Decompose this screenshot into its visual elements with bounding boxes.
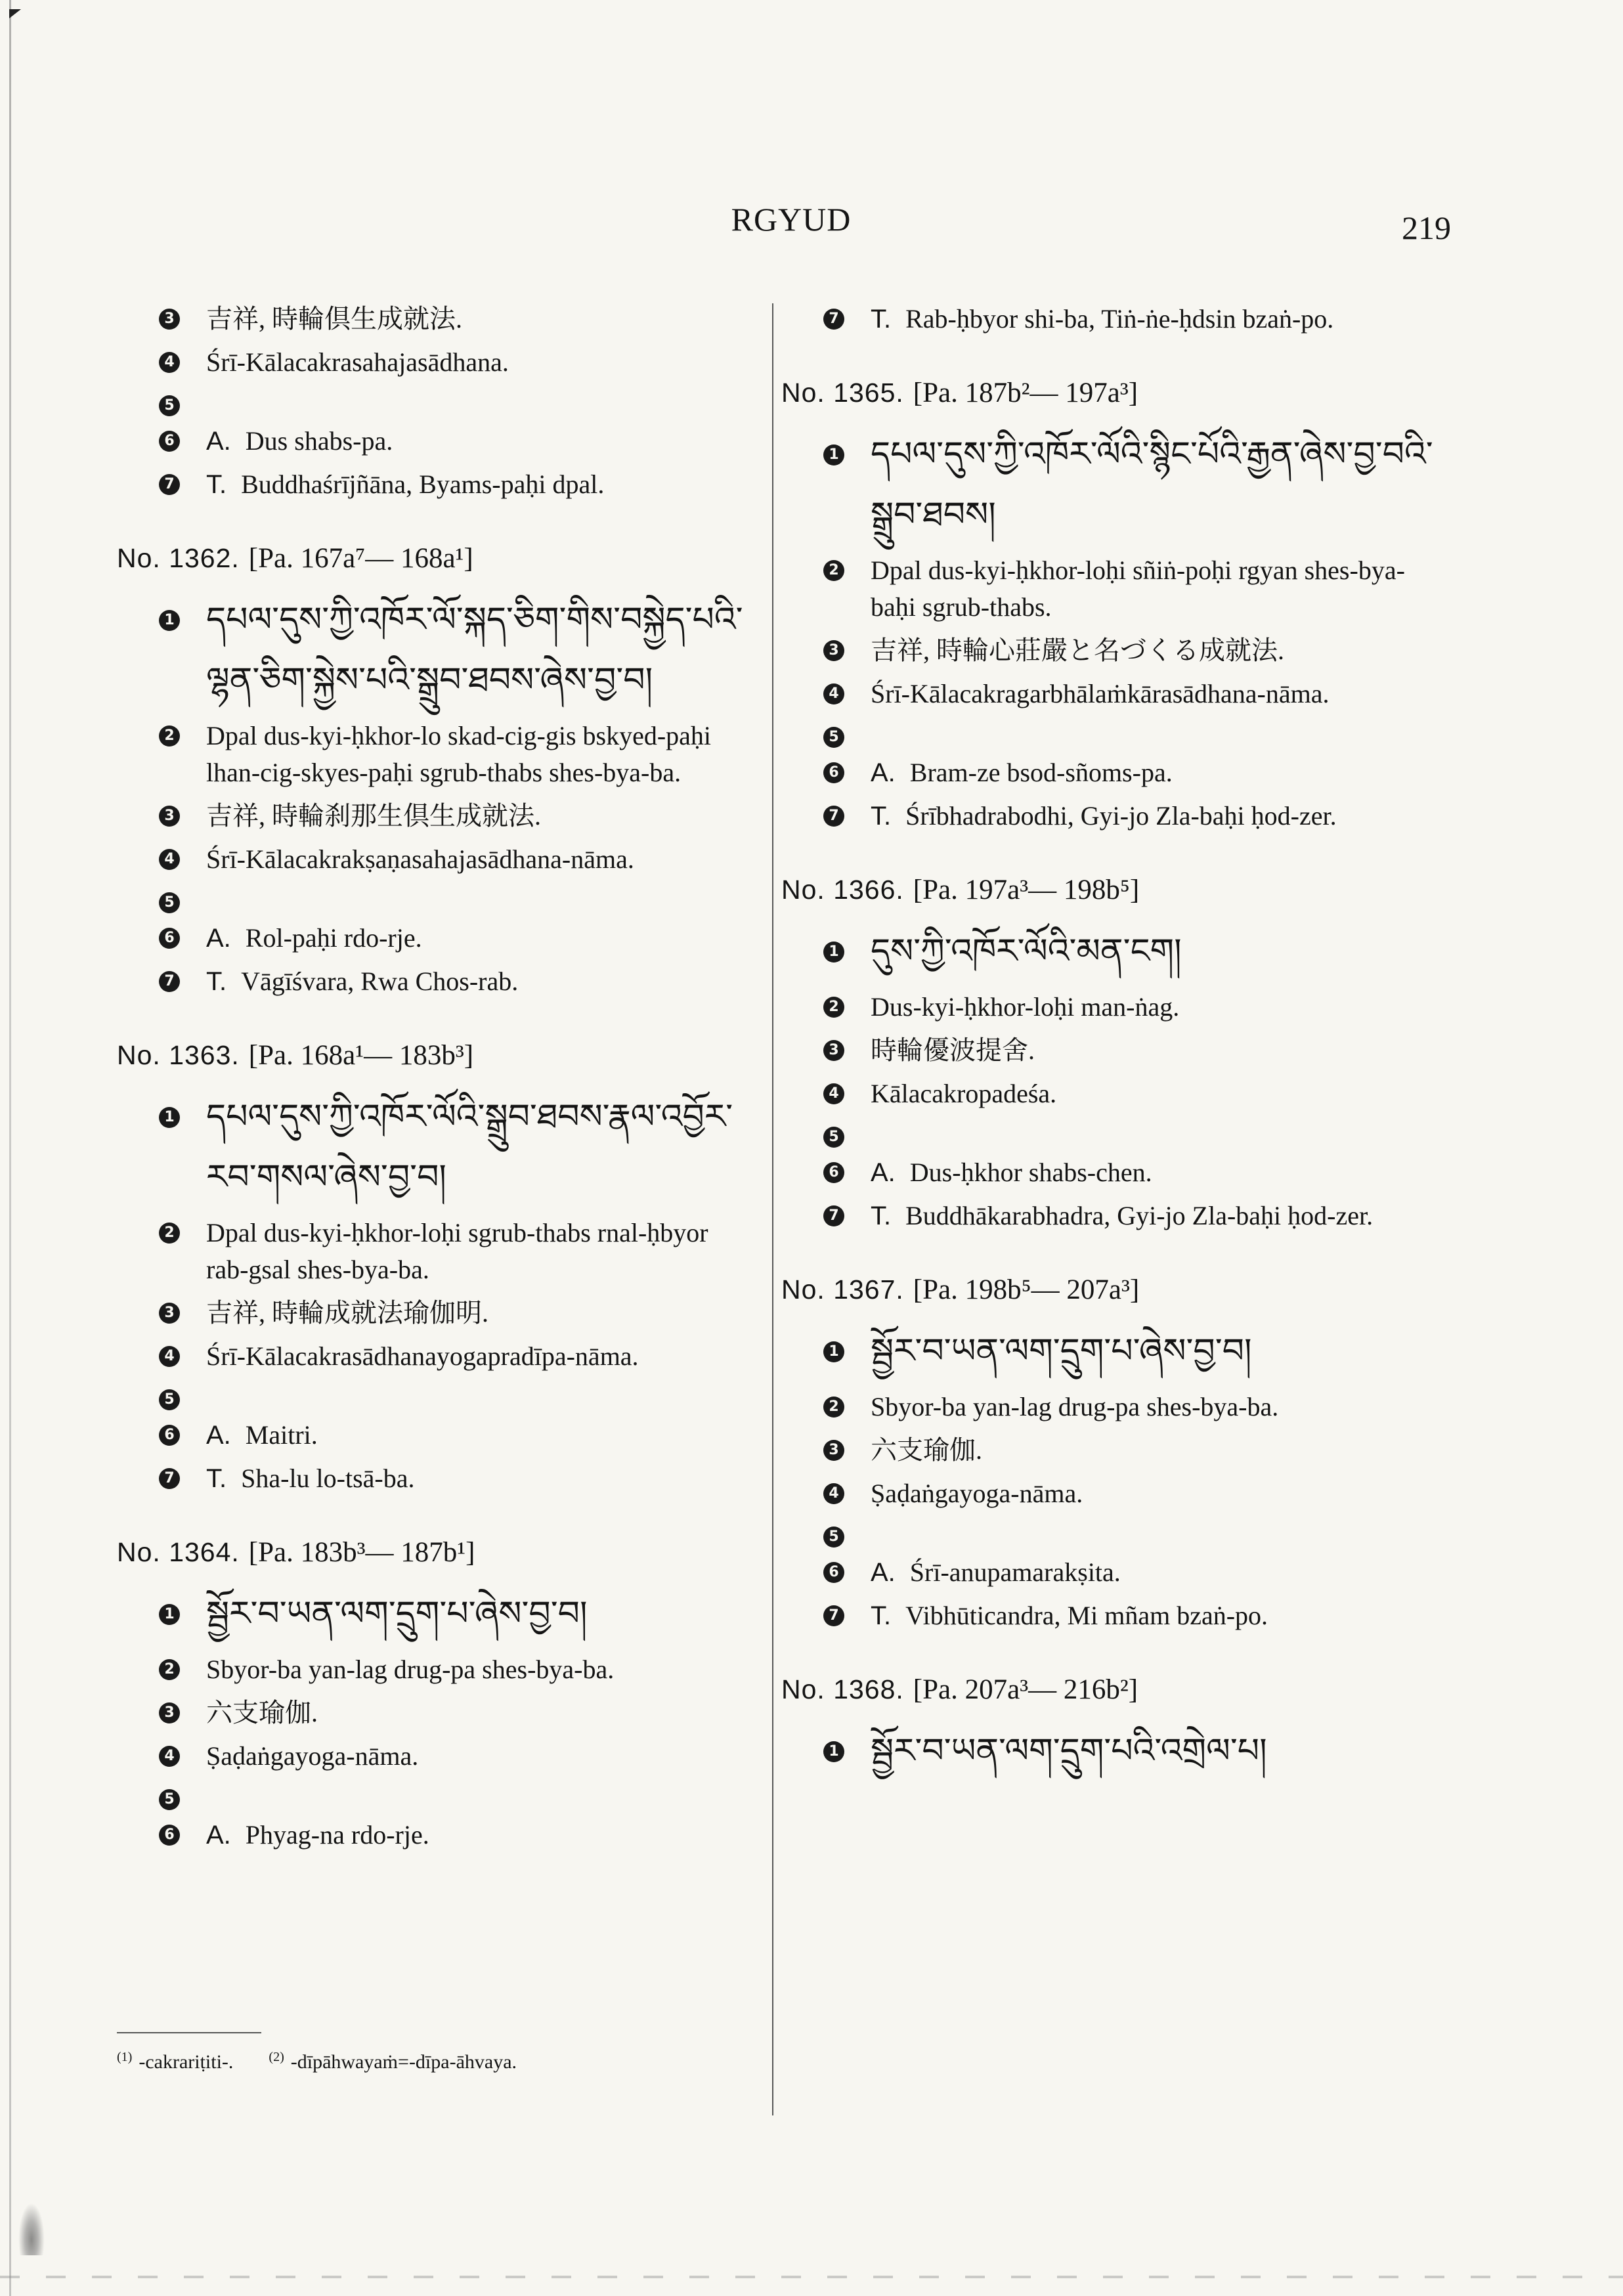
field-7 [781,798,1438,834]
field-6 [781,754,1438,791]
field-number-badge: 1 [823,444,844,466]
field-number-badge: 7 [823,1205,844,1226]
field-7 [117,1460,752,1497]
field-5 [781,1519,1438,1548]
entry-number: No. 1363. [117,1040,240,1070]
tibetan-title: སྦྱོར་བ་ཡན་ལག་དྲུག་པ་ཞེས་བྱ་བ། [206,1595,588,1633]
footnote-text: -cakrariṭiti-. [139,2051,234,2073]
footnote-mark: (2) [269,2050,284,2064]
footnotes [117,2050,747,2073]
field-3 [781,632,1438,669]
chinese-title: 吉祥, 時輪成就法瑜伽明. [206,1298,488,1328]
field-6 [781,1154,1438,1191]
field-2 [781,989,1438,1026]
entry-number: No. 1368. [781,1674,904,1704]
tibetan-title: དཔལ་དུས་ཀྱི་འཁོར་ལོའི་སྒྲུབ་ཐབས་རྣལ་འབྱོར་རབ་གསལ་ཞེས་བྱ་བ། [206,1098,733,1196]
role-label: A. [206,924,231,953]
field-number-badge: 1 [823,942,844,963]
person-line [871,1554,1438,1591]
chinese-title: 六支瑜伽. [871,1435,982,1465]
field-number-badge: 7 [159,1468,180,1489]
field-number-badge: 4 [823,1483,844,1504]
role-label: T. [871,802,892,831]
field-1 [117,1087,752,1208]
role-label: A. [871,1558,896,1587]
footnote [117,2050,233,2073]
field-number-badge: 2 [823,997,844,1018]
role-label: T. [871,305,892,334]
entry-folio-ref: [Pa. 207a³— 216b²] [913,1674,1138,1705]
entry-heading [117,1039,752,1072]
field-number-badge: 6 [159,928,180,949]
person-names: Buddhākarabhadra, Gyi-jo Zla-baḥi ḥod-zer. [905,1201,1374,1230]
field-7 [117,963,752,1000]
field-3 [117,1695,752,1731]
field-number-badge: 3 [159,1702,180,1723]
entry-folio-ref: [Pa. 168a¹— 183b³] [248,1040,474,1071]
roman-title: Sbyor-ba yan-lag drug-pa shes-bya-ba. [206,1655,615,1684]
field-number-badge: 3 [159,1303,180,1324]
field-3 [117,301,752,337]
field-number-badge: 3 [823,640,844,661]
role-label: A. [871,758,896,787]
field-4 [781,1075,1438,1112]
page-edge [9,0,11,2296]
person-names: Phyag-na rdo-rje. [245,1820,429,1850]
entry-number: No. 1365. [781,378,904,408]
person-names: Dus shabs-pa. [245,426,393,456]
field-5 [117,1381,752,1410]
field-number-badge: 7 [823,309,844,330]
field-number-badge: 3 [159,309,180,330]
field-number-badge: 4 [159,849,180,870]
person-line [206,963,752,1000]
person-line [871,1198,1438,1234]
field-number-badge: 3 [159,806,180,827]
field-1 [117,1584,752,1645]
roman-title: Śrī-Kālacakrasādhanayogapradīpa-nāma. [206,1341,639,1371]
right-column [781,294,1438,1788]
field-6 [117,920,752,957]
person-names: Maitri. [245,1420,318,1450]
left-column [117,294,752,1860]
role-label: T. [206,1464,227,1493]
roman-title: Dpal dus-kyi-ḥkhor-loḥi sgrub-thabs rnal-ḥbyor rab-gsal shes-bya-ba. [206,1218,708,1284]
field-number-badge: 2 [823,560,844,581]
field-number-badge: 6 [823,762,844,783]
entry-heading [781,377,1438,409]
tibetan-title: སྦྱོར་བ་ཡན་ལག་དྲུག་པའི་འགྲེལ་པ། [871,1733,1267,1770]
person-line [871,301,1438,337]
entry-heading [117,1536,752,1569]
footnote-rule [117,2032,261,2033]
field-2 [781,552,1438,626]
chinese-title: 時輪優波提舍. [871,1035,1035,1065]
field-5 [117,387,752,416]
person-names: Sha-lu lo-tsā-ba. [241,1463,415,1493]
person-names: Bram-ze bsod-sñoms-pa. [909,758,1173,787]
person-line [206,920,752,957]
roman-title: Kālacakropadeśa. [871,1079,1057,1108]
field-4 [117,1338,752,1375]
field-6 [117,1417,752,1454]
entry-heading [781,1674,1438,1706]
field-number-badge: 4 [159,352,180,373]
field-number-badge: 5 [159,395,180,416]
chinese-title: 吉祥, 時輪心莊嚴と名づくる成就法. [871,636,1284,665]
field-6 [117,1817,752,1853]
field-number-badge: 6 [159,1425,180,1446]
field-6 [117,423,752,460]
role-label: T. [871,1601,892,1630]
column-divider [772,303,773,2115]
person-line [871,798,1438,834]
person-line [206,1817,752,1853]
bottom-edge [0,2276,1623,2278]
role-label: A. [206,1421,231,1450]
field-number-badge: 1 [159,610,180,631]
person-line [871,754,1438,791]
tibetan-title: དཔལ་དུས་ཀྱི་འཁོར་ལོའི་སྙིང་པོའི་རྒྱན་ཞེས་བྱ་བའི་སྒྲུབ་ཐབས། [871,436,1433,534]
roman-title: Dpal dus-kyi-ḥkhor-loḥi sñiṅ-poḥi rgyan shes-bya-baḥi sgrub-thabs. [871,555,1405,622]
roman-title: Dus-kyi-ḥkhor-loḥi man-ṅag. [871,992,1180,1022]
field-4 [781,1475,1438,1512]
field-number-badge: 7 [823,1605,844,1626]
field-number-badge: 7 [823,806,844,827]
roman-title: Ṣaḍaṅgayoga-nāma. [206,1741,419,1771]
field-number-badge: 5 [159,892,180,913]
person-names: Śrī-anupamarakṣita. [909,1557,1121,1587]
field-number-badge: 4 [823,683,844,704]
person-line [871,1154,1438,1191]
field-2 [117,1651,752,1688]
person-names: Vāgīśvara, Rwa Chos-rab. [241,966,519,996]
entry-number: No. 1367. [781,1274,904,1305]
field-5 [781,1119,1438,1148]
person-line [206,466,752,503]
field-7 [781,301,1438,337]
roman-title: Śrī-Kālacakrakṣaṇasahajasādhana-nāma. [206,844,634,874]
field-number-badge: 2 [823,1397,844,1418]
person-line [871,1597,1438,1634]
field-2 [117,718,752,791]
field-1 [781,425,1438,546]
field-3 [117,1295,752,1332]
roman-title: Sbyor-ba yan-lag drug-pa shes-bya-ba. [871,1392,1279,1421]
person-line [206,1460,752,1497]
field-number-badge: 6 [159,1825,180,1846]
field-2 [781,1389,1438,1425]
role-label: A. [206,427,231,456]
roman-title: Śrī-Kālacakragarbhālaṁkārasādhana-nāma. [871,679,1330,708]
field-1 [781,1722,1438,1782]
entry-folio-ref: [Pa. 183b³— 187b¹] [248,1537,475,1568]
field-4 [781,676,1438,712]
chinese-title: 吉祥, 時輪倶生成就法. [206,304,462,334]
role-label: A. [206,1821,231,1850]
field-1 [781,922,1438,982]
field-number-badge: 5 [159,1389,180,1410]
field-number-badge: 1 [823,1341,844,1362]
field-number-badge: 1 [159,1107,180,1128]
field-number-badge: 7 [159,971,180,992]
field-4 [117,841,752,878]
tibetan-title: དཔལ་དུས་ཀྱི་འཁོར་ལོ་སྐད་ཅིག་གིས་བསྐྱེད་པའི་ལྷན་ཅིག་སྐྱེས་པའི་སྒྲུབ་ཐབས་ཞེས་བྱ་བ། [206,601,743,699]
chinese-title: 吉祥, 時輪刹那生倶生成就法. [206,801,541,831]
person-line [206,423,752,460]
field-number-badge: 5 [823,727,844,748]
field-7 [781,1597,1438,1634]
field-4 [117,344,752,381]
field-3 [781,1432,1438,1469]
entry-folio-ref: [Pa. 167a⁷— 168a¹] [248,543,473,574]
entry-number: No. 1364. [117,1537,240,1567]
role-label: T. [206,470,227,499]
entry-folio-ref: [Pa. 198b⁵— 207a³] [913,1274,1140,1305]
entry-number: No. 1366. [781,875,904,905]
field-4 [117,1738,752,1775]
role-label: A. [871,1158,896,1187]
field-number-badge: 3 [823,1040,844,1061]
field-number-badge: 6 [159,431,180,452]
person-names: Rol-paḥi rdo-rje. [245,923,422,953]
field-number-badge: 2 [159,726,180,747]
running-head: RGYUD [731,201,852,238]
field-5 [781,719,1438,748]
field-number-badge: 4 [823,1083,844,1104]
person-names: Dus-ḥkhor shabs-chen. [909,1158,1152,1187]
field-number-badge: 7 [159,474,180,495]
entry-folio-ref: [Pa. 197a³— 198b⁵] [913,875,1140,905]
person-line [206,1417,752,1454]
roman-title: Dpal dus-kyi-ḥkhor-lo skad-cig-gis bskyed-paḥi lhan-cig-skyes-paḥi sgrub-thabs shes-bya-ba. [206,721,712,787]
person-names: Vibhūticandra, Mi mñam bzaṅ-po. [905,1601,1268,1630]
footnote [269,2050,517,2073]
roman-title: Ṣaḍaṅgayoga-nāma. [871,1479,1083,1508]
person-names: Śrībhadrabodhi, Gyi-jo Zla-baḥi ḥod-zer. [905,801,1337,831]
person-names: Rab-ḥbyor shi-ba, Tiṅ-ṅe-ḥdsin bzaṅ-po. [905,304,1334,334]
page-number: 219 [1402,209,1451,246]
field-7 [781,1198,1438,1234]
field-number-badge: 4 [159,1346,180,1367]
entry-heading [781,874,1438,906]
field-number-badge: 2 [159,1223,180,1244]
tibetan-title: སྦྱོར་བ་ཡན་ལག་དྲུག་པ་ཞེས་བྱ་བ། [871,1333,1252,1370]
field-6 [781,1554,1438,1591]
role-label: T. [871,1202,892,1230]
field-5 [117,884,752,913]
field-3 [117,798,752,834]
field-number-badge: 3 [823,1440,844,1461]
field-1 [117,590,752,711]
field-number-badge: 2 [159,1659,180,1680]
entry-folio-ref: [Pa. 187b²— 197a³] [913,378,1138,408]
field-number-badge: 6 [823,1562,844,1583]
field-7 [117,466,752,503]
field-2 [117,1215,752,1288]
field-3 [781,1032,1438,1069]
chinese-title: 六支瑜伽. [206,1698,318,1727]
field-number-badge: 4 [159,1746,180,1767]
field-number-badge: 1 [823,1741,844,1762]
field-number-badge: 5 [159,1789,180,1810]
corner-mark [9,9,21,18]
footnote-text: -dīpāhwayaṁ=-dīpa-āhvaya. [290,2051,517,2073]
entry-heading [781,1274,1438,1306]
field-number-badge: 1 [159,1604,180,1625]
entry-heading [117,542,752,574]
field-number-badge: 6 [823,1162,844,1183]
person-names: Buddhaśrījñāna, Byams-paḥi dpal. [241,469,605,499]
roman-title: Śrī-Kālacakrasahajasādhana. [206,347,509,377]
footnote-mark: (1) [117,2050,133,2064]
field-1 [781,1322,1438,1382]
role-label: T. [206,967,227,996]
scan-smudge [18,2203,45,2255]
entry-number: No. 1362. [117,543,240,573]
field-number-badge: 5 [823,1527,844,1548]
field-5 [117,1781,752,1810]
tibetan-title: དུས་ཀྱི་འཁོར་ལོའི་མན་ངག། [871,933,1182,970]
field-number-badge: 5 [823,1127,844,1148]
